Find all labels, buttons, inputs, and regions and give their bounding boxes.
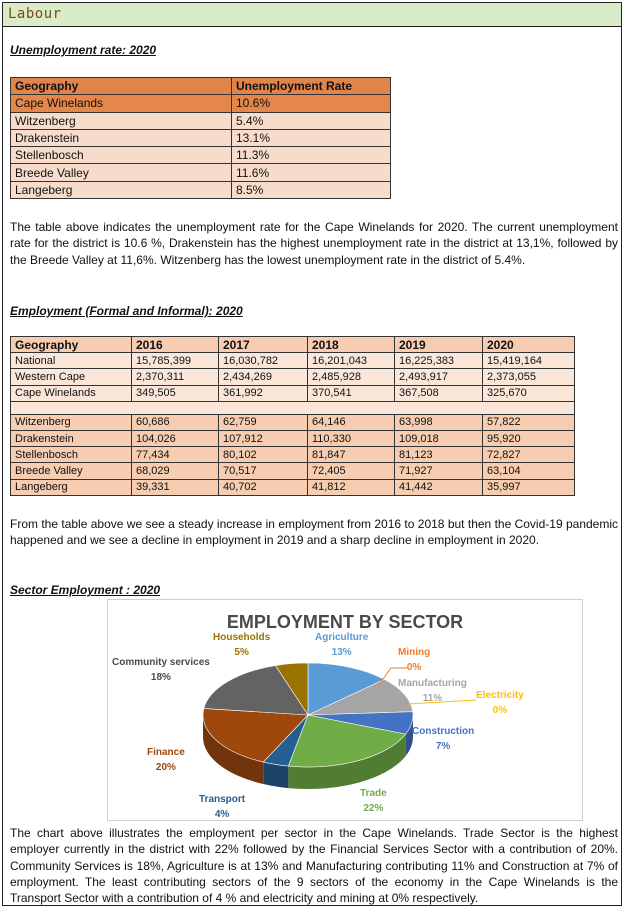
unemployment-table [10, 77, 391, 199]
table-cell: 16,225,383 [395, 353, 483, 369]
table-cell: Stellenbosch [11, 447, 132, 463]
employment-table [10, 336, 575, 496]
employment-header-2016: 2016 [132, 337, 219, 353]
table-row [11, 369, 575, 385]
table-cell: National [11, 353, 132, 369]
slice-label-agriculture: Agriculture 13% [315, 632, 369, 658]
table-cell: Cape Winelands [11, 95, 232, 112]
table-row [11, 385, 575, 401]
table-cell: 62,759 [219, 414, 308, 430]
table-row [11, 414, 575, 430]
table-cell: 95,920 [483, 430, 575, 446]
table-cell: 71,927 [395, 463, 483, 479]
table-spacer-row [11, 401, 575, 414]
table-cell: 2,485,928 [308, 369, 395, 385]
slice-label-community-services: Community services 18% [112, 657, 210, 683]
sector-paragraph: The chart above illustrates the employment per sector in the Cape Winelands. Trade Sector is the highest employer currently in the district with 22% followed by the Financial Services Sector with a contribution of 20%. Community Services is 18%, Agriculture is at 13% and Manufacturing contributing 11% and Construction at 7% of employment. The least contributing sectors of the 9 sectors of the economy in the Cape Winelands is the Transport Sector with a contribution of 4 % and electricity and mining at 0% respectively. [10, 826, 618, 906]
table-cell: 35,997 [483, 479, 575, 495]
table-cell: 81,123 [395, 447, 483, 463]
table-cell: 2,370,311 [132, 369, 219, 385]
table-cell: 81,847 [308, 447, 395, 463]
table-cell: 104,026 [132, 430, 219, 446]
employment-section-title: Employment (Formal and Informal): 2020 [10, 304, 243, 318]
table-cell: Langeberg [11, 479, 132, 495]
table-cell: 107,912 [219, 430, 308, 446]
table-cell: 325,670 [483, 385, 575, 401]
sector-section-title: Sector Employment : 2020 [10, 583, 161, 597]
table-cell: 63,998 [395, 414, 483, 430]
slice-label-trade: Trade 22% [360, 788, 387, 814]
table-cell: 11.6% [232, 164, 391, 181]
table-row [11, 479, 575, 495]
sector-pie-chart [107, 599, 583, 821]
table-cell: 8.5% [232, 181, 391, 198]
table-cell: 72,405 [308, 463, 395, 479]
table-cell: 349,505 [132, 385, 219, 401]
slice-label-manufacturing: Manufacturing 11% [398, 678, 467, 704]
table-cell: 2,493,917 [395, 369, 483, 385]
employment-header-2018: 2018 [308, 337, 395, 353]
table-cell: 77,434 [132, 447, 219, 463]
page [2, 2, 622, 906]
slice-label-finance: Finance 20% [147, 747, 185, 773]
table-row [11, 447, 575, 463]
table-cell: 10.6% [232, 95, 391, 112]
table-cell: 11.3% [232, 147, 391, 164]
table-cell: 64,146 [308, 414, 395, 430]
chart-title: EMPLOYMENT BY SECTOR [226, 612, 464, 632]
table-cell: 2,373,055 [483, 369, 575, 385]
table-cell: 13.1% [232, 129, 391, 146]
table-cell: Drakenstein [11, 129, 232, 146]
table-cell: 109,018 [395, 430, 483, 446]
table-cell: 16,201,043 [308, 353, 395, 369]
employment-header-2017: 2017 [219, 337, 308, 353]
table-cell: Witzenberg [11, 414, 132, 430]
table-cell: 15,785,399 [132, 353, 219, 369]
table-cell: Stellenbosch [11, 147, 232, 164]
table-cell: 367,508 [395, 385, 483, 401]
section-header-title: Labour [8, 6, 62, 22]
slice-label-households: Households 5% [213, 632, 271, 658]
table-cell: Western Cape [11, 369, 132, 385]
table-cell: Witzenberg [11, 112, 232, 129]
table-cell: 60,686 [132, 414, 219, 430]
section-header-band [3, 3, 621, 27]
table-cell: 41,442 [395, 479, 483, 495]
slice-label-construction: Construction 7% [412, 726, 475, 752]
employment-header-2020: 2020 [483, 337, 575, 353]
table-cell: 370,541 [308, 385, 395, 401]
table-cell: 40,702 [219, 479, 308, 495]
table-cell: Langeberg [11, 181, 232, 198]
table-cell: 2,434,269 [219, 369, 308, 385]
slice-label-mining: Mining 0% [398, 647, 431, 673]
employment-header-geography: Geography [11, 337, 132, 353]
table-row [11, 463, 575, 479]
unemployment-paragraph: The table above indicates the unemployment rate for the Cape Winelands for 2020. The current unemployment rate for the district is 10.6 %, Drakenstein has the highest unemployment rate in the district at 13,1%, followed by the Breede Valley at 11,6%. Witzenberg has the lowest unemployment rate in the district of 5.4%. [10, 220, 618, 267]
unemployment-header-rate: Unemployment Rate [232, 78, 391, 95]
table-cell: 16,030,782 [219, 353, 308, 369]
table-cell: 57,822 [483, 414, 575, 430]
table-cell: 361,992 [219, 385, 308, 401]
table-cell: 15,419,164 [483, 353, 575, 369]
table-cell: Cape Winelands [11, 385, 132, 401]
unemployment-header-geography: Geography [11, 78, 232, 95]
table-cell: Breede Valley [11, 164, 232, 181]
table-cell: 63,104 [483, 463, 575, 479]
table-row [11, 353, 575, 369]
table-cell: 68,029 [132, 463, 219, 479]
table-cell: 41,812 [308, 479, 395, 495]
table-cell: 5.4% [232, 112, 391, 129]
table-row [11, 430, 575, 446]
table-cell: Breede Valley [11, 463, 132, 479]
employment-paragraph: From the table above we see a steady increase in employment from 2016 to 2018 but then the Covid-19 pandemic happened and we see a decline in employment in 2019 and a sharp decline in employment in 2020. [10, 517, 618, 548]
slice-label-electricity: Electricity 0% [476, 690, 524, 716]
table-cell: 110,330 [308, 430, 395, 446]
table-cell: 39,331 [132, 479, 219, 495]
employment-header-2019: 2019 [395, 337, 483, 353]
table-cell: 72,827 [483, 447, 575, 463]
unemployment-section-title: Unemployment rate: 2020 [10, 43, 157, 57]
table-cell: Drakenstein [11, 430, 132, 446]
table-cell: 70,517 [219, 463, 308, 479]
slice-label-transport: Transport 4% [199, 794, 246, 820]
table-cell: 80,102 [219, 447, 308, 463]
